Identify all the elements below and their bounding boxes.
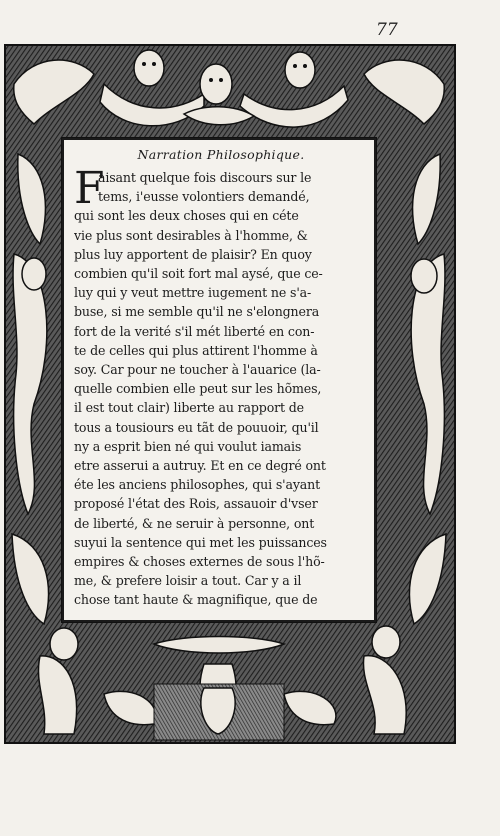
body-text: [74, 163, 368, 610]
text-line: éte les anciens philosophes, qui s'ayant: [74, 477, 321, 493]
text-line: vie plus sont desirables à l'homme, &: [74, 227, 308, 243]
text-line: ny a esprit bien né qui voulut iamais: [74, 438, 302, 454]
text-line: qui sont les deux choses qui en céte: [74, 208, 299, 224]
text-line: me, & prefere loisir a tout. Car y a il: [74, 573, 302, 589]
text-panel: [62, 138, 376, 622]
text-line: fort de la verité s'il mét liberté en con-: [74, 323, 315, 339]
text-line: luy qui y veut mettre iugement ne s'a-: [74, 285, 312, 301]
text-line: aisant quelque fois discours sur le: [98, 170, 312, 185]
text-line: tous a tousiours eu tãt de pouuoir, qu'il: [74, 419, 319, 435]
text-line: empires & choses externes de sous l'hõ-: [74, 554, 325, 570]
text-line: de liberté, & ne seruir à personne, ont: [74, 515, 315, 531]
page-heading: Narration Philosophique.: [137, 147, 305, 162]
text-line: suyui la sentence qui met les puissances: [74, 534, 327, 550]
text-line: proposé l'état des Rois, assauoir d'vser: [74, 496, 318, 512]
text-line: chose tant haute & magnifique, que de: [74, 592, 318, 608]
text-line: il est tout clair) liberte au rapport de: [74, 400, 304, 416]
text-line: etre asserui a autruy. Et en ce degré ont: [74, 458, 326, 474]
drop-cap: F: [74, 163, 105, 214]
text-line: plus luy apportent de plaisir? En quoy: [74, 246, 312, 262]
text-line: combien qu'il soit fort mal aysé, que ce-: [74, 266, 323, 282]
text-line: quelle combien elle peut sur les hõmes,: [74, 381, 322, 397]
text-line: buse, si me semble qu'il ne s'elongnera: [74, 304, 320, 320]
page-number: 77: [376, 20, 398, 40]
text-line: tems, i'eusse volontiers demandé,: [98, 189, 310, 205]
text-line: te de celles qui plus attirent l'homme à: [74, 342, 318, 358]
text-line: soy. Car pour ne toucher à l'auarice (la-: [74, 362, 321, 378]
